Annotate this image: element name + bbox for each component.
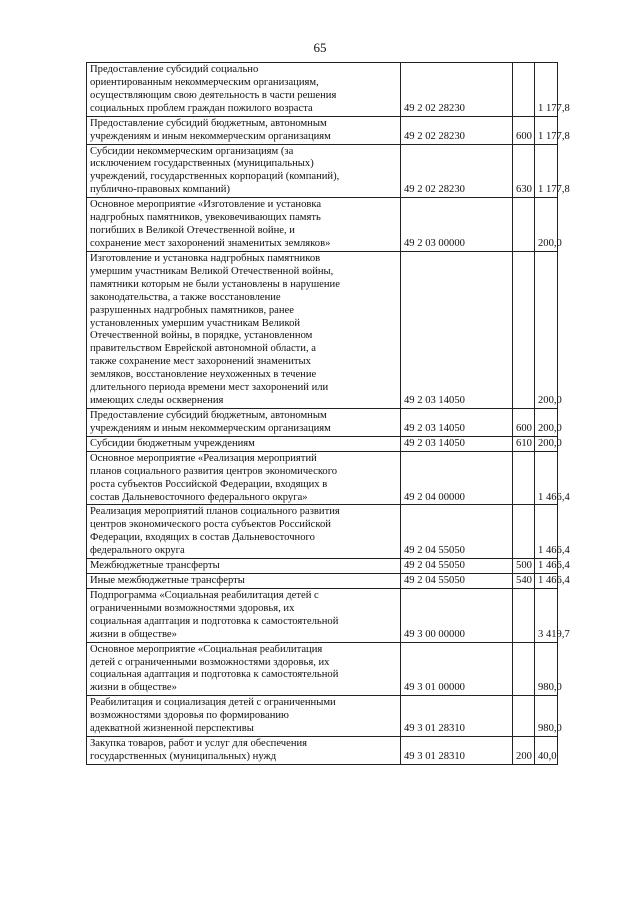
row-name: Субсидии бюджетным учреждениям [87,436,401,451]
row-code: 49 2 02 28230 [401,63,513,117]
row-amount: 980,0 [535,642,558,696]
row-expense-type [513,642,535,696]
row-expense-type [513,451,535,505]
row-name: Предоставление субсидий бюджетным, автономным учреждениям и иным некоммерческим организациям [87,408,401,436]
row-code: 49 2 02 28230 [401,116,513,144]
row-expense-type: 600 [513,408,535,436]
row-amount: 1 177,8 [535,144,558,198]
table-row [87,588,558,642]
row-code: 49 2 04 00000 [401,451,513,505]
row-code: 49 3 01 00000 [401,642,513,696]
row-amount: 1 466,4 [535,574,558,589]
row-expense-type [513,63,535,117]
row-expense-type [513,696,535,737]
table-row [87,63,558,117]
row-name: Основное мероприятие «Социальная реабилитация детей с ограниченными возможностями здоровья, их социальная адаптация и подготовка к самостоятельной жизни в обществе» [87,642,401,696]
table-row [87,198,558,252]
row-expense-type: 540 [513,574,535,589]
row-name: Подпрограмма «Социальная реабилитация детей с ограниченными возможностями здоровья, их социальная адаптация и подготовка к самостоятельной жизни в обществе» [87,588,401,642]
table-row [87,436,558,451]
row-code: 49 2 02 28230 [401,144,513,198]
row-amount: 1 177,8 [535,63,558,117]
row-expense-type [513,588,535,642]
row-name: Основное мероприятие «Реализация мероприятий планов социального развития центров экономического роста субъектов Российской Федерации, входящих в состав Дальневосточного федерального округа» [87,451,401,505]
table-row [87,574,558,589]
row-code: 49 2 03 14050 [401,251,513,408]
row-amount: 40,0 [535,737,558,765]
row-expense-type: 600 [513,116,535,144]
row-expense-type: 200 [513,737,535,765]
row-amount: 1 466,4 [535,451,558,505]
row-amount: 200,0 [535,198,558,252]
budget-table-body [87,63,570,765]
table-row [87,696,558,737]
row-amount: 1 177,8 [535,116,558,144]
table-row [87,737,558,765]
table-row [87,505,558,559]
row-amount: 200,0 [535,251,558,408]
page-number: 65 [313,40,327,55]
row-code: 49 2 03 00000 [401,198,513,252]
row-code: 49 2 04 55050 [401,574,513,589]
row-expense-type [513,505,535,559]
table-row [87,116,558,144]
row-expense-type: 630 [513,144,535,198]
table-row [87,408,558,436]
row-amount: 1 466,4 [535,505,558,559]
row-amount: 200,0 [535,436,558,451]
row-amount: 200,0 [535,408,558,436]
row-name: Иные межбюджетные трансферты [87,574,401,589]
row-name: Реализация мероприятий планов социального развития центров экономического роста субъектов Российской Федерации, входящих в состав Дальневосточного федерального округа [87,505,401,559]
row-name: Предоставление субсидий бюджетным, автономным учреждениям и иным некоммерческим организациям [87,116,401,144]
row-name: Изготовление и установка надгробных памятников умершим участникам Великой Отечественной войны, памятники которым не были установлены в нарушение законодательства, а также восстановление разрушенных надгробных памятников, ранее установленных умершим участникам Великой Отечественной войны, в порядке, установленном правительством Еврейской автономной области, а также сохранение мест захоронений знаменитых земляков, восстановление неухоженных в течение длительного периода времени мест захоронений или имеющих следы осквернения [87,251,401,408]
row-amount: 1 466,4 [535,559,558,574]
row-code: 49 3 01 28310 [401,696,513,737]
table-row [87,251,558,408]
row-name: Реабилитация и социализация детей с ограниченными возможностями здоровья по формированию адекватной жизненной перспективы [87,696,401,737]
row-amount: 3 419,7 [535,588,558,642]
budget-table [86,62,570,765]
row-name: Межбюджетные трансферты [87,559,401,574]
table-row [87,642,558,696]
row-name: Закупка товаров, работ и услуг для обеспечения государственных (муниципальных) нужд [87,737,401,765]
table-row [87,451,558,505]
row-expense-type [513,198,535,252]
row-expense-type [513,251,535,408]
row-code: 49 2 04 55050 [401,559,513,574]
table-row [87,559,558,574]
row-amount: 980,0 [535,696,558,737]
row-expense-type: 610 [513,436,535,451]
row-name: Предоставление субсидий социально ориентированным некоммерческим организациям, осуществляющим свою деятельность в части решения социальных проблем граждан пожилого возраста [87,63,401,117]
row-code: 49 2 03 14050 [401,408,513,436]
row-code: 49 3 00 00000 [401,588,513,642]
row-expense-type: 500 [513,559,535,574]
row-code: 49 2 03 14050 [401,436,513,451]
table-row [87,144,558,198]
row-name: Основное мероприятие «Изготовление и установка надгробных памятников, увековечивающих память погибших в Великой Отечественной войне, и сохранение мест захоронений знаменитых земляков» [87,198,401,252]
row-name: Субсидии некоммерческим организациям (за исключением государственных (муниципальных) учреждений, государственных корпораций (компаний), публично-правовых компаний) [87,144,401,198]
row-code: 49 3 01 28310 [401,737,513,765]
row-code: 49 2 04 55050 [401,505,513,559]
